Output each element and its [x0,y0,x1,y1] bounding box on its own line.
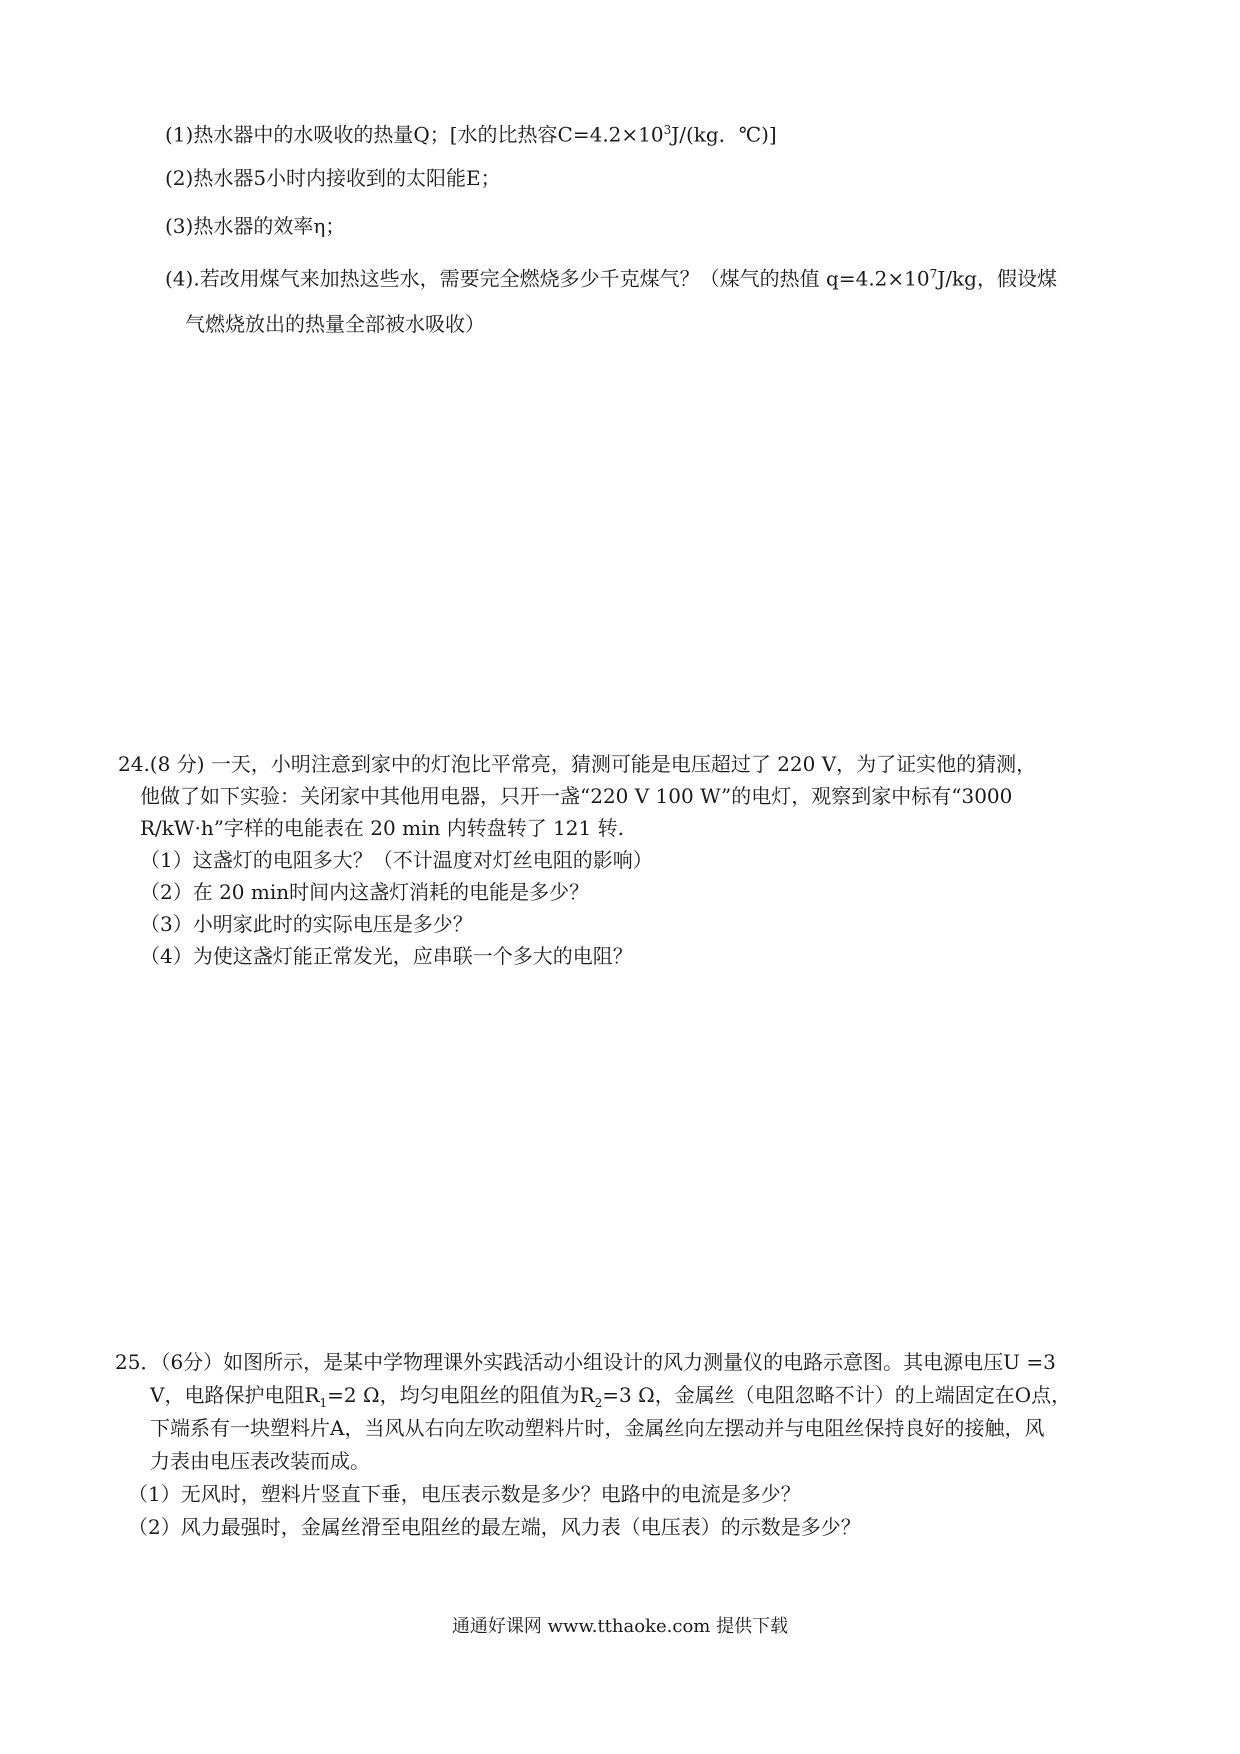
q23-part4-text: (4).若改用煤气来加热这些水，需要完全燃烧多少千克煤气？（煤气的热值 q=4.2×10 [165,266,930,291]
page-footer: 通通好课网 www.tthaoke.com 提供下载 [451,1616,789,1637]
q25-question2: （2）风力最强时，金属丝滑至电阻丝的最左端，风力表（电压表）的示数是多少？ [128,1515,861,1539]
q23-part1-unit: J/(kg．℃)] [671,122,777,147]
q25-line2-part-b: =2 Ω，均匀电阻丝的阻值为R [327,1383,595,1407]
q25-line3: 下端系有一块塑料片A，当风从右向左吹动塑料片时，金属丝向左摆动并与电阻丝保持良好的接触，风 [150,1416,1045,1440]
q24-line2: 他做了如下实验：关闭家中其他用电器，只开一盏“220 V 100 W”的电灯，观察到家中标有“3000 [140,784,1013,808]
q24-line1: 24.(8 分) 一天，小明注意到家中的灯泡比平常亮，猜测可能是电压超过了 220 V，为了证实他的猜测， [118,752,1037,776]
q24-line3: R/kW·h”字样的电能表在 20 min 内转盘转了 121 转. [140,816,624,840]
q23-part1 [165,116,777,149]
q23-part1-text: (1)热水器中的水吸收的热量Q；[水的比热容C=4.2×10 [165,122,664,147]
q25-line1: 25．（6分）如图所示，是某中学物理课外实践活动小组设计的风力测量仪的电路示意图。其电源电压U =3 [115,1350,1056,1374]
q25-line2-part-a: V，电路保护电阻R [150,1383,320,1407]
q23-part1-exponent: 3 [663,123,672,137]
q23-part4-tail: J/kg，假设煤 [937,266,1057,291]
q23-part4 [165,260,1057,293]
q25-r1-subscript: 1 [319,1396,328,1410]
q25-r2-subscript: 2 [594,1396,603,1410]
q24-question2: （2）在 20 min时间内这盏灯消耗的电能是多少？ [140,880,590,904]
q24-question4: （4）为使这盏灯能正常发光，应串联一个多大的电阻？ [140,944,633,968]
q23-part4-continued: 气燃烧放出的热量全部被水吸收） [185,312,485,336]
q25-question1: （1）无风时，塑料片竖直下垂，电压表示数是多少？电路中的电流是多少？ [128,1482,801,1506]
q23-part3: (3)热水器的效率η； [165,214,346,238]
q25-line4: 力表由电压表改装而成。 [150,1449,370,1473]
q23-part2: (2)热水器5小时内接收到的太阳能E； [165,166,501,190]
q23-part4-exponent: 7 [929,267,938,281]
q25-line2 [150,1381,1071,1417]
q25-line2-part-c: =3 Ω，金属丝（电阻忽略不计）的上端固定在O点， [602,1383,1072,1407]
q24-question1: （1）这盏灯的电阻多大？（不计温度对灯丝电阻的影响） [140,848,653,872]
q24-question3: （3）小明家此时的实际电压是多少？ [140,912,473,936]
